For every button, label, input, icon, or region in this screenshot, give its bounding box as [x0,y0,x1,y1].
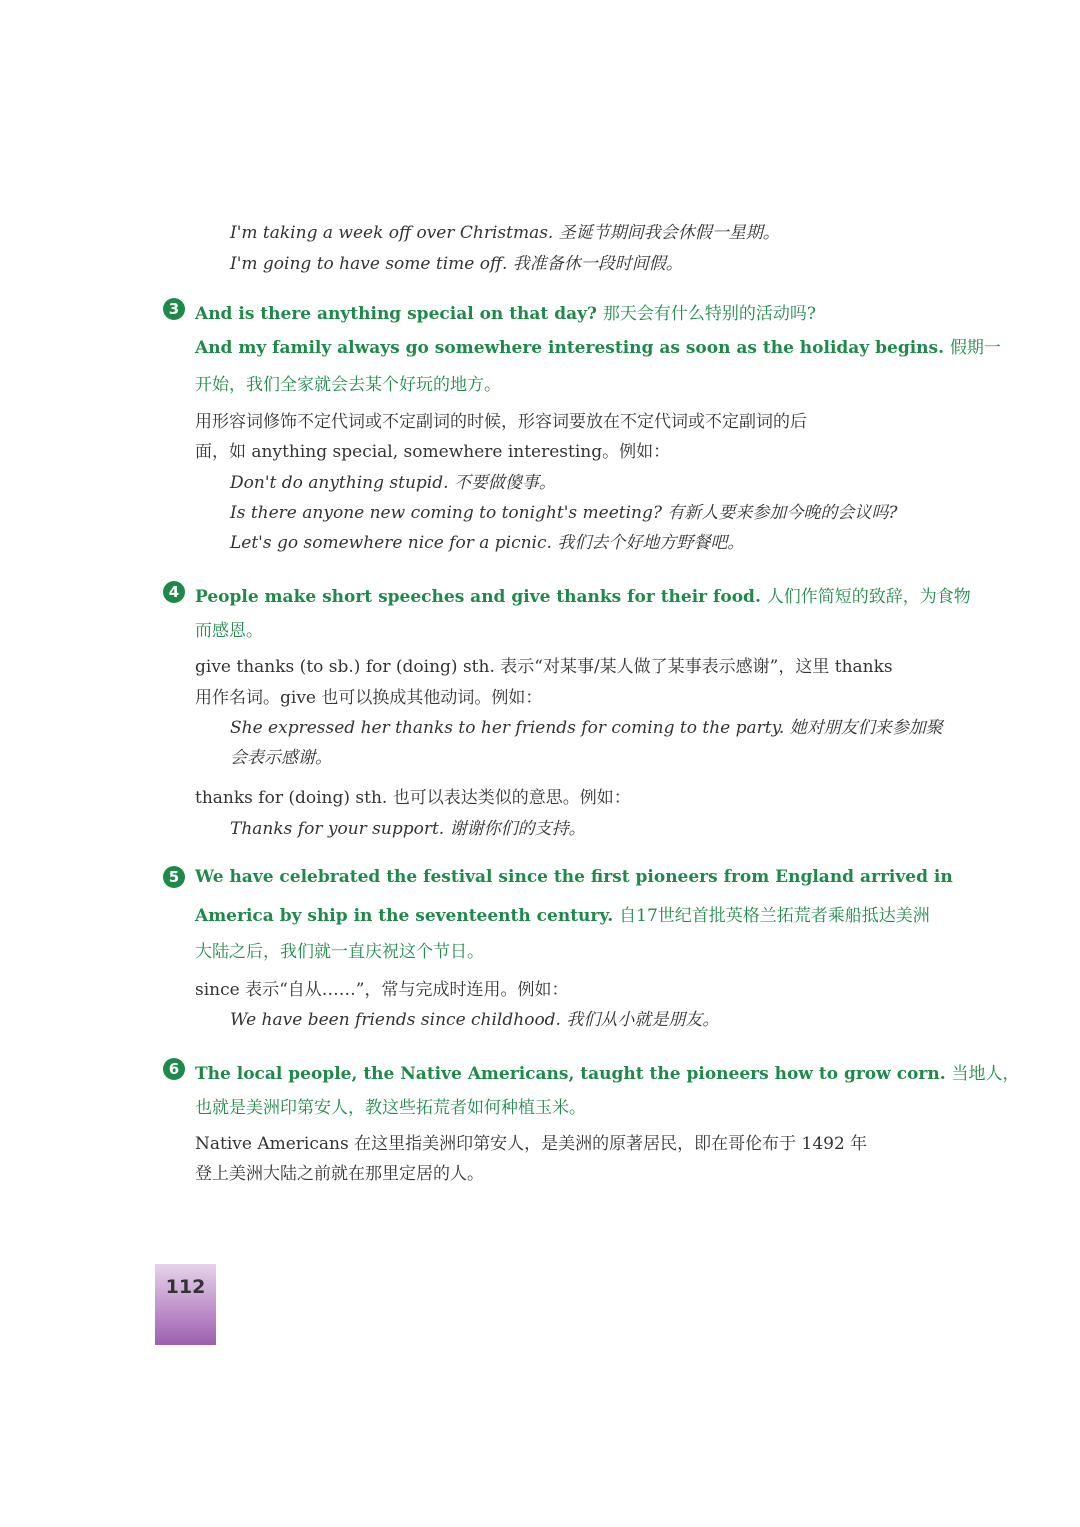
explanation-text: since 表示“自从……”，常与完成时连用。例如： [195,980,569,1000]
explanation-text: Native Americans 在这里指美洲印第安人，是美洲的原著居民，即在哥伦布于 1492 年 [195,1134,868,1154]
sentence-english: The local people, the Native Americans, taught the pioneers how to grow corn. [195,1064,952,1084]
sentence-chinese: 假期一 [949,338,1001,358]
section-sentence-line [195,370,501,395]
sentence-chinese: 开始，我们全家就会去某个好玩的地方。 [195,375,501,395]
intro-example: I'm going to have some time off. 我准备休一段时间假。 [230,254,683,274]
sentence-chinese: 而感恩。 [195,621,263,641]
sentence-english: And is there anything special on that day? [195,304,603,324]
sentence-chinese: 自17世纪首批英格兰拓荒者乘船抵达美洲 [619,906,930,926]
section-sentence-line [195,937,484,962]
section-sentence-line [195,1059,1020,1084]
example-sentence: 会表示感谢。 [230,748,332,768]
page-number: 112 [165,1276,206,1298]
section-sentence-line [195,333,1001,358]
example-sentence: Let's go somewhere nice for a picnic. 我们去个好地方野餐吧。 [230,533,745,553]
page-number-tab [155,1264,216,1345]
sentence-chinese: 当地人， [951,1064,1020,1084]
section-number-badge: 4 [163,581,185,603]
section-sentence-line [195,901,930,926]
example-sentence: Thanks for your support. 谢谢你们的支持。 [230,819,586,839]
example-sentence: Don't do anything stupid. 不要做傻事。 [230,473,556,493]
section-sentence-line [195,1093,586,1118]
sentence-english: And my family always go somewhere interesting as soon as the holiday begins. [195,338,950,358]
example-sentence: She expressed her thanks to her friends for coming to the party. 她对朋友们来参加聚 [230,718,943,738]
sentence-english: People make short speeches and give thanks for their food. [195,587,767,607]
section-sentence-line [195,616,263,641]
explanation-text: thanks for (doing) sth. 也可以表达类似的意思。例如： [195,788,631,808]
intro-example: I'm taking a week off over Christmas. 圣诞节期间我会休假一星期。 [230,223,780,243]
sentence-chinese: 那天会有什么特别的活动吗? [602,304,816,324]
sentence-chinese: 也就是美洲印第安人，教这些拓荒者如何种植玉米。 [195,1098,586,1118]
explanation-text: 用形容词修饰不定代词或不定副词的时候，形容词要放在不定代词或不定副词的后 [195,412,807,432]
explanation-text: 用作名词。give 也可以换成其他动词。例如： [195,688,543,708]
explanation-text: give thanks (to sb.) for (doing) sth. 表示“对某事/某人做了某事表示感谢”，这里 thanks [195,657,893,677]
sentence-english: We have celebrated the festival since the first pioneers from England arrived in [195,867,953,887]
explanation-text: 登上美洲大陆之前就在那里定居的人。 [195,1164,484,1184]
section-sentence-line [195,582,971,607]
section-sentence-line [195,299,816,324]
sentence-chinese: 人们作简短的致辞，为食物 [766,587,971,607]
section-number-badge: 5 [163,866,185,888]
section-number-badge: 3 [163,298,185,320]
sentence-english: America by ship in the seventeenth century. [195,906,620,926]
sentence-chinese: 大陆之后，我们就一直庆祝这个节日。 [195,942,484,962]
example-sentence: Is there anyone new coming to tonight's meeting? 有新人要来参加今晚的会议吗? [230,503,898,523]
section-sentence-line [195,867,953,887]
explanation-text: 面，如 anything special, somewhere interesting。例如： [195,442,671,462]
example-sentence: We have been friends since childhood. 我们从小就是朋友。 [230,1010,720,1030]
section-number-badge: 6 [163,1058,185,1080]
